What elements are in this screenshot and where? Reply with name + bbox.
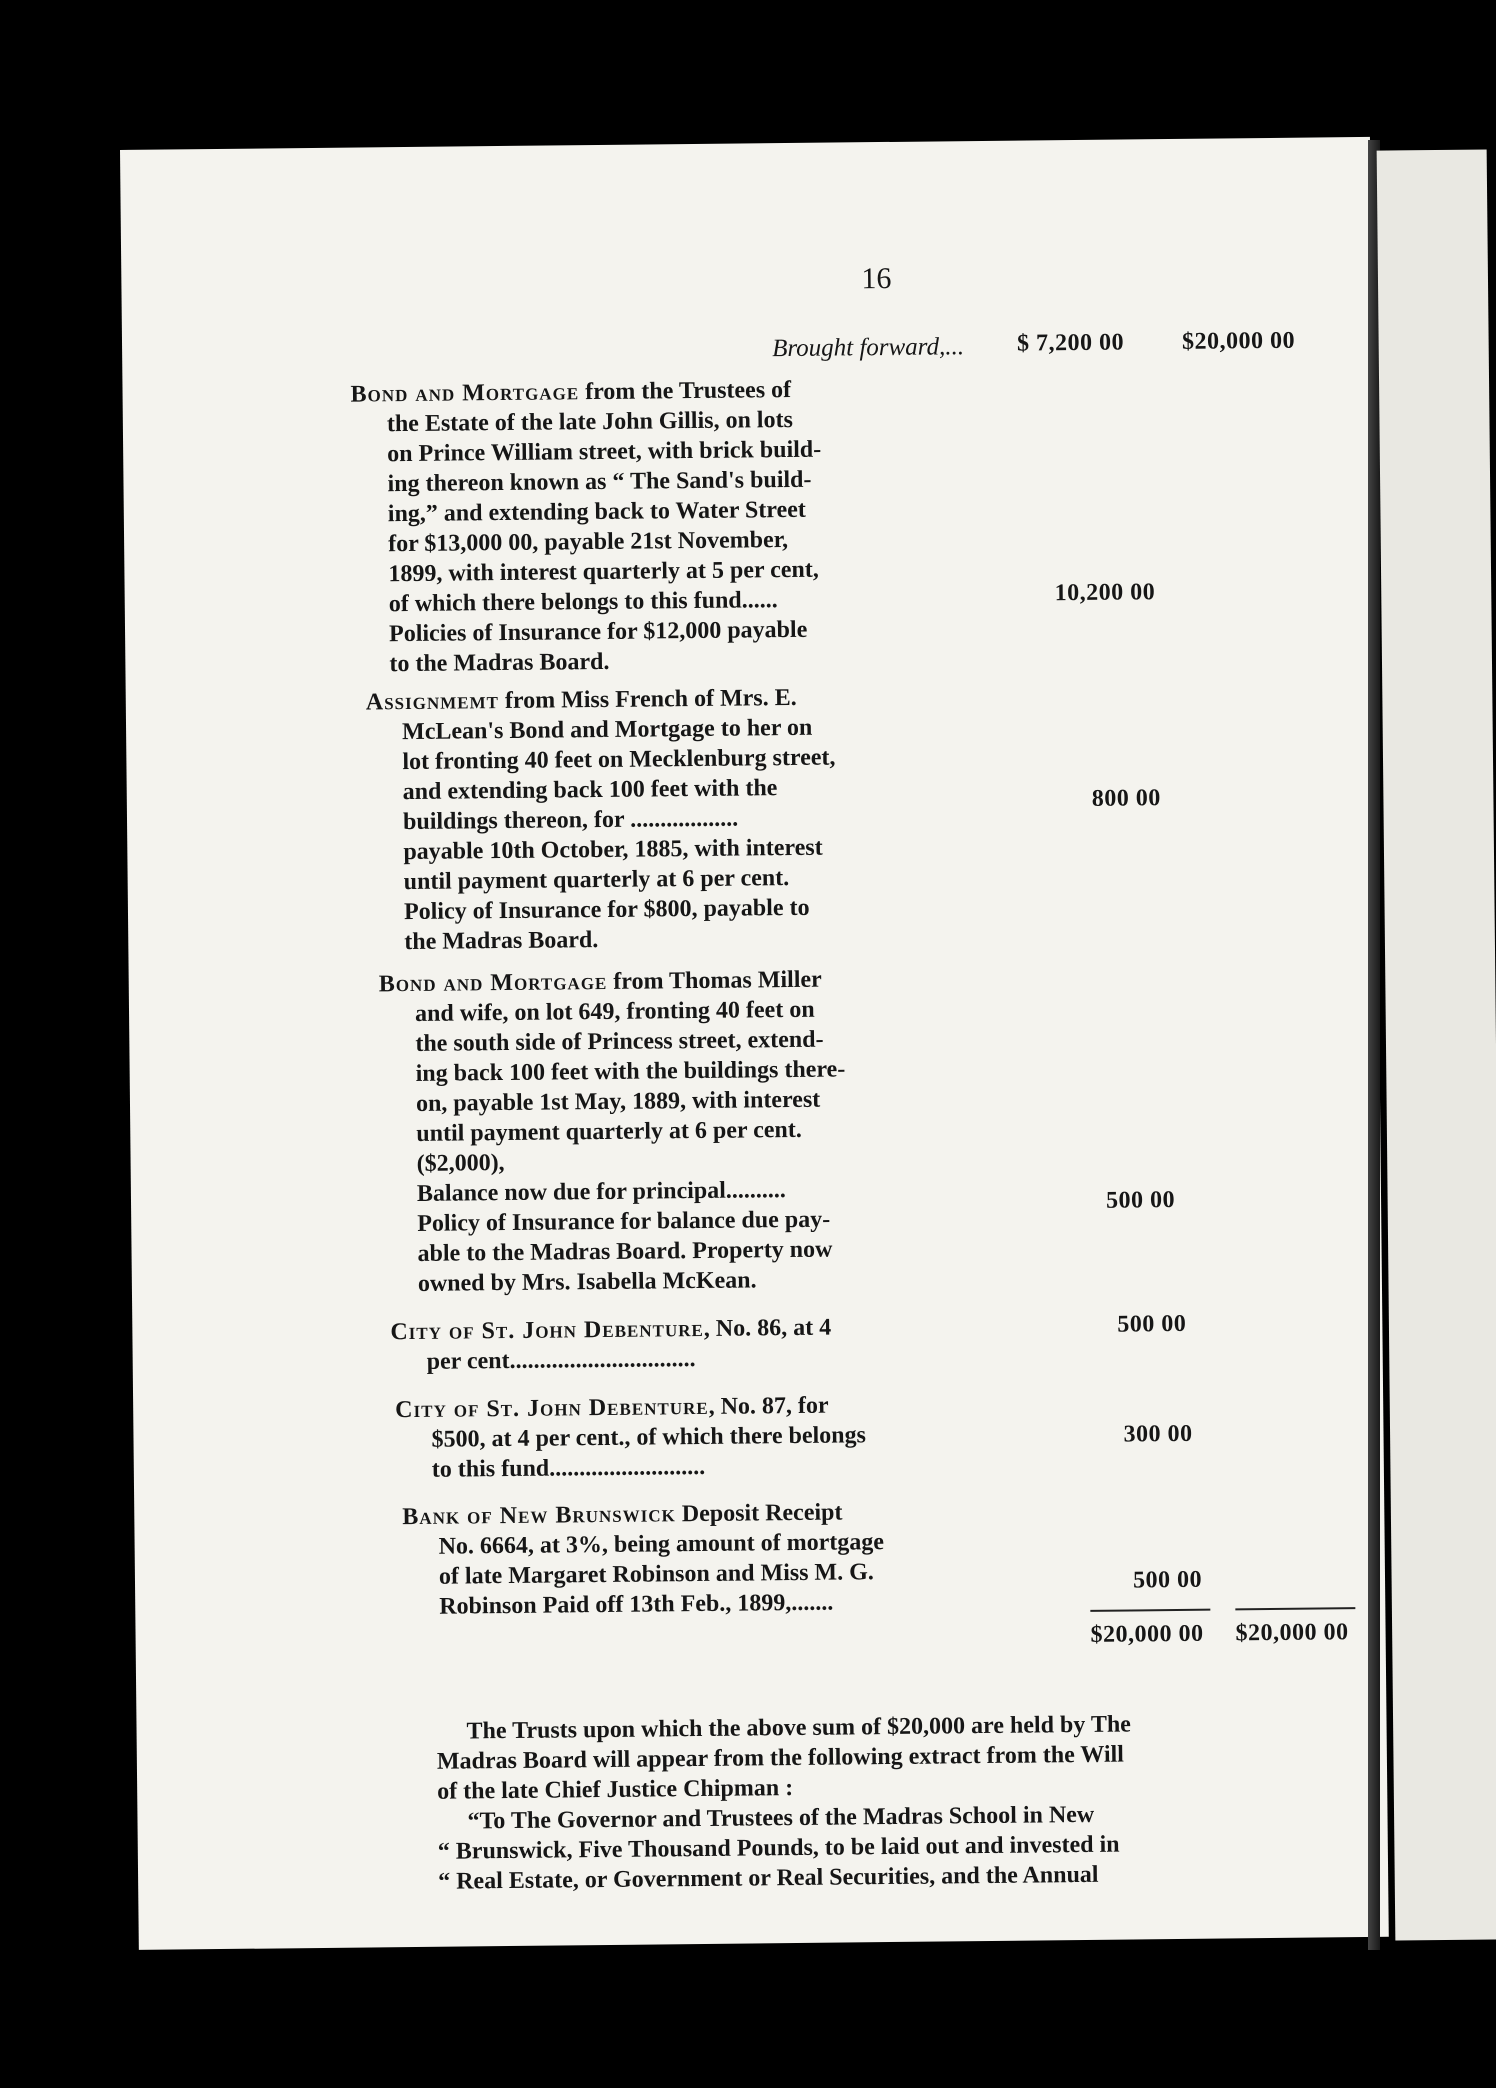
entry-line: from Miss French of Mrs. E. (498, 684, 797, 715)
entry-line: lot fronting 40 feet on Mecklenburg street, (402, 744, 836, 776)
entry-assignment-french (366, 683, 838, 958)
total-amount-left: $20,000 00 (1090, 1620, 1204, 1648)
entry-bond-mortgage-miller (379, 964, 848, 1299)
entry-line: to this fund.......................... (431, 1453, 706, 1483)
entry-line: Balance now due for principal.......... (416, 1177, 786, 1207)
entry-line: able to the Madras Board. Property now (417, 1236, 833, 1267)
entry-line: of late Margaret Robinson and Miss M. G. (438, 1559, 874, 1590)
entry-line: ing,” and extending back to Water Street (387, 496, 806, 528)
entry-line: Robinson Paid off 13th Feb., 1899,....... (439, 1589, 834, 1620)
entry-line: Policy of Insurance for balance due pay- (417, 1206, 831, 1237)
paragraph-line: “To The Governor and Trustees of the Madras School in New (467, 1801, 1095, 1835)
total-rule-left (1090, 1609, 1210, 1612)
entry-line: on, payable 1st May, 1889, with interest (415, 1086, 821, 1117)
entry-heading: Bank of New Brunswick (402, 1501, 676, 1531)
entry-line: and extending back 100 feet with the (402, 775, 778, 806)
entry-line: ing thereon known as “ The Sand's build- (387, 466, 812, 498)
entry-line: the south side of Princess street, extend- (415, 1026, 824, 1057)
brought-forward-label: Brought forward,... (771, 333, 965, 363)
entry-line: the Madras Board. (404, 927, 599, 956)
entry-line: ($2,000), (416, 1150, 505, 1177)
entry-line: until payment quarterly at 6 per cent. (403, 865, 790, 896)
entry-debenture-86 (390, 1313, 831, 1378)
entry-line: until payment quarterly at 6 per cent. (416, 1116, 802, 1147)
entry-bond-mortgage-gillis (350, 375, 823, 680)
entry-line: Policies of Insurance for $12,000 payable (388, 616, 808, 648)
entry-bank-deposit (402, 1497, 885, 1622)
paragraph-line: “ Brunswick, Five Thousand Pounds, to be laid out and invested in (437, 1831, 1120, 1865)
entry-line: to the Madras Board. (389, 648, 610, 678)
entry-line: the Estate of the late John Gillis, on lots (386, 406, 794, 438)
adjacent-page-sliver (1377, 149, 1496, 1940)
total-rule-right (1235, 1607, 1355, 1610)
entry-line: $500, at 4 per cent., of which there belongs (431, 1422, 867, 1453)
entry-amount: 10,200 00 (1054, 579, 1156, 607)
entry-line: , No. 86, at 4 (703, 1314, 832, 1342)
entry-debenture-87 (395, 1390, 866, 1485)
entry-heading: Bond and Mortgage (350, 379, 580, 408)
brought-forward-amount-1: $ 7,200 00 (1016, 329, 1125, 357)
entry-amount: 500 00 (1105, 1187, 1176, 1214)
paragraph-line: “ Real Estate, or Government or Real Securities, and the Annual (438, 1861, 1099, 1895)
page-number: 16 (861, 261, 892, 296)
entry-line: for $13,000 00, payable 21st November, (388, 527, 789, 558)
paragraph-line: Madras Board will appear from the following extract from the Will (436, 1741, 1125, 1775)
entry-amount: 500 00 (1132, 1566, 1203, 1594)
entry-line: of which there belongs to this fund...... (388, 587, 778, 618)
entry-line: and wife, on lot 649, fronting 40 feet on (414, 996, 815, 1027)
entry-line: on Prince William street, with brick build- (387, 436, 822, 468)
entry-heading: City of St. John Debenture (390, 1315, 704, 1346)
entry-heading: Bond and Mortgage (378, 968, 608, 998)
entry-line: ing back 100 feet with the buildings there- (415, 1056, 846, 1087)
entry-line: buildings thereon, for .................. (402, 805, 739, 836)
entry-amount: 300 00 (1123, 1420, 1193, 1448)
entry-line: Deposit Receipt (675, 1499, 843, 1528)
entry-line: per cent............................... (426, 1346, 696, 1375)
paragraph-line: of the late Chief Justice Chipman : (437, 1775, 794, 1805)
page-edge-shadow (1368, 140, 1380, 1950)
entry-line: Policy of Insurance for $800, payable to (403, 894, 810, 926)
entry-amount: 500 00 (1117, 1310, 1187, 1338)
entry-line: 1899, with interest quarterly at 5 per cent, (388, 556, 819, 588)
entry-line: McLean's Bond and Mortgage to her on (401, 714, 813, 746)
entry-line: from Thomas Miller (607, 966, 822, 995)
entry-line: payable 10th October, 1885, with interest (403, 834, 823, 866)
page-content (120, 137, 1389, 1950)
entry-amount: 800 00 (1091, 785, 1161, 812)
brought-forward-amount-2: $20,000 00 (1181, 327, 1296, 355)
entry-line: owned by Mrs. Isabella McKean. (417, 1267, 757, 1297)
trust-paragraph (436, 1710, 1132, 1897)
entry-line: , No. 87, for (708, 1392, 829, 1420)
total-amount-right: $20,000 00 (1235, 1619, 1349, 1647)
entry-heading: City of St. John Debenture (395, 1393, 709, 1424)
entry-line: No. 6664, at 3%, being amount of mortgage (438, 1529, 885, 1560)
entry-heading: Assignmemt (365, 688, 500, 716)
paragraph-line: The Trusts upon which the above sum of $20,000 are held by The (466, 1711, 1132, 1745)
entry-line: from the Trustees of (579, 376, 792, 406)
scanned-page (120, 137, 1389, 1950)
